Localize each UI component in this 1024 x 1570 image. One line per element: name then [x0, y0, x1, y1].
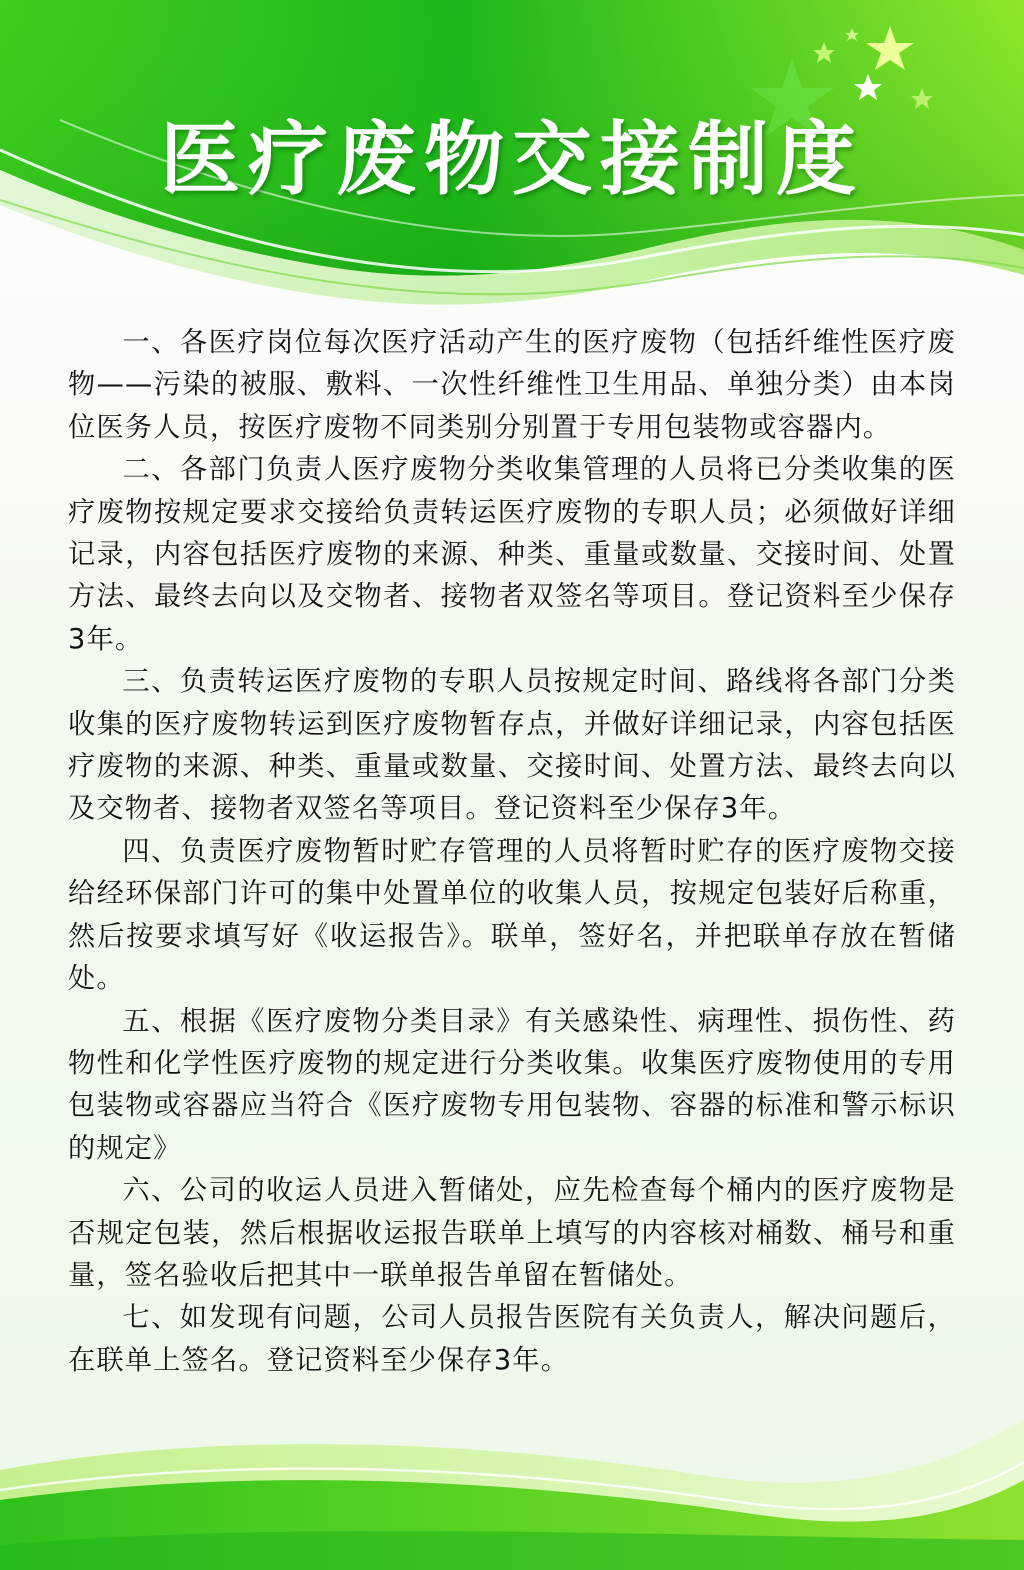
poster-title: 医疗废物交接制度 [160, 113, 864, 206]
rule-paragraph-6: 六、公司的收运人员进入暂储处，应先检查每个桶内的医疗废物是否规定包装，然后根据收运报告联单上填写的内容核对桶数、桶号和重量，签名验收后把其中一联单报告单留在暂储处。 [68, 1175, 956, 1291]
rule-paragraph-3: 三、负责转运医疗废物的专职人员按规定时间、路线将各部门分类收集的医疗废物转运到医疗废物暂存点，并做好详细记录，内容包括医疗废物的来源、种类、重量或数量、交接时间、处置方法、最终去向以及交物者、接物者双签名等项目。登记资料至少保存3年。 [68, 666, 956, 825]
rule-paragraph-7: 七、如发现有问题，公司人员报告医院有关负责人，解决问题后，在联单上签名。登记资料至少保存3年。 [68, 1302, 956, 1376]
rules-body [68, 322, 956, 1382]
rule-paragraph-2: 二、各部门负责人医疗废物分类收集管理的人员将已分类收集的医疗废物按规定要求交接给负责转运医疗废物的专职人员；必须做好详细记录，内容包括医疗废物的来源、种类、重量或数量、交接时间、处置方法、最终去向以及交物者、接物者双签名等项目。登记资料至少保存3年。 [68, 454, 956, 655]
rule-paragraph-1: 一、各医疗岗位每次医疗活动产生的医疗废物（包括纤维性医疗废物——污染的被服、敷料、一次性纤维性卫生用品、单独分类）由本岗位医务人员，按医疗废物不同类别分别置于专用包装物或容器内。 [68, 327, 956, 443]
rule-paragraph-5: 五、根据《医疗废物分类目录》有关感染性、病理性、损伤性、药物性和化学性医疗废物的规定进行分类收集。收集医疗废物使用的专用包装物或容器应当符合《医疗废物专用包装物、容器的标准和警示标识的规定》 [68, 1005, 956, 1164]
rule-paragraph-4: 四、负责医疗废物暂时贮存管理的人员将暂时贮存的医疗废物交接给经环保部门许可的集中处置单位的收集人员，按规定包装好后称重，然后按要求填写好《收运报告》。联单，签好名，并把联单存放在暂储处。 [68, 835, 956, 995]
